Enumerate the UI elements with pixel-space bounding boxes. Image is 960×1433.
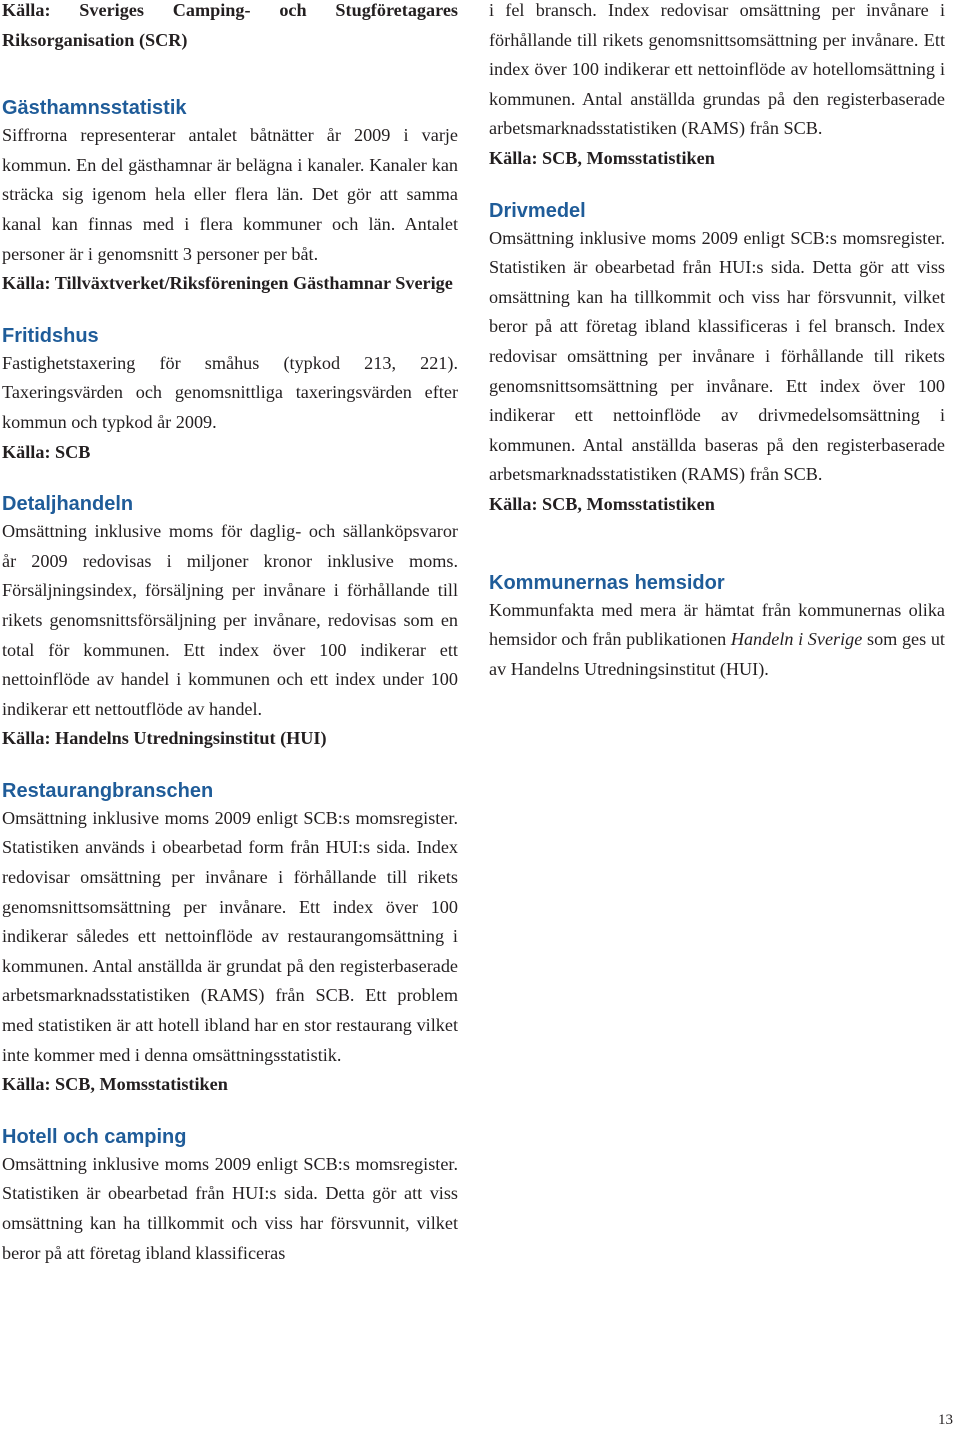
right-column: [489, 0, 945, 684]
drivmedel-body: Omsättning inklusive moms 2009 enligt SCB:s momsregister. Statistiken är obearbetad från HUI:s sida. Detta gör att viss omsättning kan ha tillkommit och viss har försvunnit, vilket beror på att företag ibland klassificeras i fel bransch. Index redovisar omsättning per invånare i förhållande till rikets genomsnittsomsättning per invånare. Ett index över 100 indikerar ett nettoinflöde av drivmedelsomsättning i kommunen. Antal anställda baseras på den registerbaserade arbetsmarknadsstatistiken (RAMS) från SCB.: [489, 227, 945, 485]
heading-kommunernas-hemsidor: Kommunernas hemsidor: [489, 571, 725, 594]
heading-gasthamnsstatistik: Gästhamnsstatistik: [2, 97, 187, 120]
restaurang-body: Omsättning inklusive moms 2009 enligt SCB:s momsregister. Statistiken används i obearbetad form från HUI:s sida. Index redovisar omsättning per invånare i förhållande till rikets genomsnittsomsättning per invånare. Ett index över 100 indikerar således ett nettoinflöde av restaurangomsättning i kommunen. Antal anställda är grundat på den registerbaserade arbetsmarknadsstatistiken (RAMS) från SCB. Ett problem med statistiken är att hotell ibland har en stor restaurang vilket inte kommer med i denna omsättningsstatistik.: [2, 807, 458, 1065]
heading-drivmedel: Drivmedel: [489, 199, 586, 222]
detaljhandeln-body: Omsättning inklusive moms för daglig- och sällanköpsvaror år 2009 redovisas i miljoner kronor inklusive moms. Försäljningsindex, försäljning per invånare i förhållande till rikets genomsnittsförsäljning per invånare, redovisas som en total för kommunen. Ett index över 100 indikerar ett nettoinflöde av handel i kommunen och ett index under 100 indikerar ett nettoutflöde av handel.: [2, 521, 458, 719]
hotell-source: Källa: SCB, Momsstatistiken: [489, 147, 715, 168]
gasthamn-body: Siffrorna representerar antalet båtnätter år 2009 i varje kommun. En del gästhamnar är belägna i kanaler. Kanaler kan sträcka sig igenom hela eller flera län. Det gör att samma kanal kan finnas med i flera kommuner och län. Antalet personer är i genomsnitt 3 personer per båt.: [2, 125, 458, 264]
hemsidor-body-end: som ges ut av Handelns Utredningsinstitut (HUI).: [489, 629, 945, 679]
drivmedel-source: Källa: SCB, Momsstatistiken: [489, 493, 715, 514]
hotell-body-continued: i fel bransch. Index redovisar omsättning per invånare i förhållande till rikets genomsnittsomsättning per invånare. Ett index över 100 indikerar ett nettoinflöde av hotellomsättning i kommunen. Antal anställda grundas på den registerbaserade arbetsmarknadsstatistiken (RAMS) från SCB.: [489, 0, 945, 139]
restaurang-source: Källa: SCB, Momsstatistiken: [2, 1074, 228, 1095]
left-column: [2, 0, 458, 1268]
heading-hotell-och-camping: Hotell och camping: [2, 1125, 187, 1148]
heading-restaurangbranschen: Restaurangbranschen: [2, 779, 214, 802]
publication-title: Handeln i Sverige: [730, 629, 863, 650]
intro-source: Källa: Sveriges Camping- och Stugföretagares Riksorganisation (SCR): [2, 0, 458, 50]
hemsidor-body-start: Kommunfakta med mera är hämtat från kommunernas olika hemsidor och från publikationen: [489, 599, 945, 650]
heading-detaljhandeln: Detaljhandeln: [2, 493, 134, 516]
gasthamn-source: Källa: Tillväxtverket/Riksföreningen Gästhamnar Sverige: [2, 273, 453, 294]
detaljhandeln-source: Källa: Handelns Utredningsinstitut (HUI): [2, 728, 327, 749]
hotell-body: Omsättning inklusive moms 2009 enligt SCB:s momsregister. Statistiken är obearbetad från HUI:s sida. Detta gör att viss omsättning kan ha tillkommit och viss har försvunnit, vilket beror på att företag ibland klassificeras: [2, 1153, 458, 1263]
hemsidor-body: [489, 596, 945, 685]
heading-fritidshus: Fritidshus: [2, 324, 99, 347]
page-number: 13: [938, 1412, 953, 1428]
fritidshus-body: Fastighetstaxering för småhus (typkod 213, 221). Taxeringsvärden och genomsnittliga taxeringsvärden efter kommun och typkod år 2009.: [2, 352, 458, 432]
fritidshus-source: Källa: SCB: [2, 441, 91, 462]
